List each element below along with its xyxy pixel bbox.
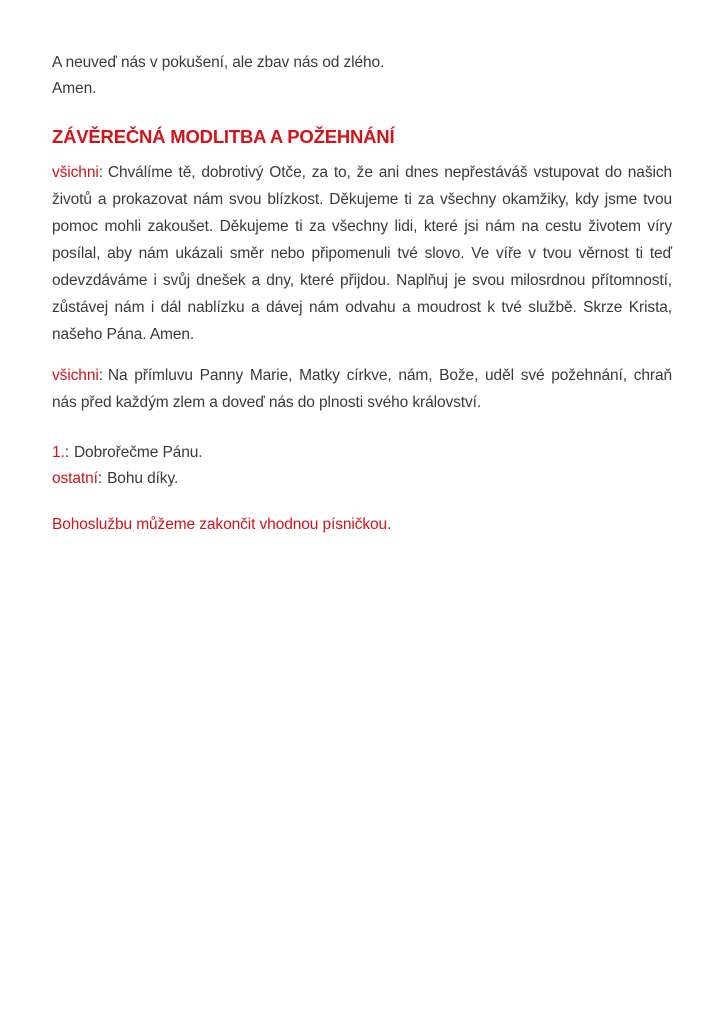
paragraph-text: Na přímluvu Panny Marie, Matky církve, nám, Bože, uděl své požehnání, chraň nás před každým zlem a doveď nás do plnosti svého království. — [52, 367, 672, 411]
dialogue-line — [52, 466, 672, 492]
dialogue-label: 1. — [52, 444, 65, 461]
closing-prayer-amen: Amen. — [52, 80, 97, 97]
closing-prayer-line: A neuveď nás v pokušení, ale zbav nás od zlého. — [52, 54, 385, 71]
prayer-paragraph — [52, 362, 672, 416]
dialogue-block — [52, 440, 672, 492]
paragraph-text: Chválíme tě, dobrotivý Otče, za to, že ani dnes nepřestáváš vstupovat do našich životů a prokazovat nám svou blízkost. Děkujeme ti za všechny okamžiky, kdy jsme tvou pomoc mohli zakoušet. Děkujeme ti za všechny lidi, které jsi nám na cestu životem víry posílal, aby nám ukázali směr nebo připomenuli tvé slovo. Ve víře v tvou věrnost ti teď odevzdáváme i svůj dnešek a dny, které přijdou. Naplňuj je svou milosrdnou přítomností, zůstávej nám i dál nablízku a dávej nám odvahu a moudrost k tvé službě. Skrze Krista, našeho Pána. Amen. — [52, 164, 672, 343]
document-content — [52, 50, 672, 538]
dialogue-line — [52, 440, 672, 466]
paragraph-label: všichni — [52, 367, 99, 384]
rubric-note: Bohoslužbu můžeme zakončit vhodnou písničkou. — [52, 516, 392, 533]
paragraph-label-separator: : — [98, 164, 103, 181]
dialogue-label: ostatní — [52, 470, 98, 487]
prayer-paragraph — [52, 159, 672, 348]
dialogue-text: Dobrořečme Pánu. — [73, 444, 203, 461]
dialogue-label-separator: : — [64, 444, 69, 461]
dialogue-label-separator: : — [97, 470, 103, 487]
paragraph-label-separator: : — [98, 367, 103, 384]
dialogue-text: Bohu díky. — [107, 470, 179, 487]
section-heading: ZÁVĚREČNÁ MODLITBA A POŽEHNÁNÍ — [52, 126, 395, 147]
paragraph-label: všichni — [52, 164, 99, 181]
